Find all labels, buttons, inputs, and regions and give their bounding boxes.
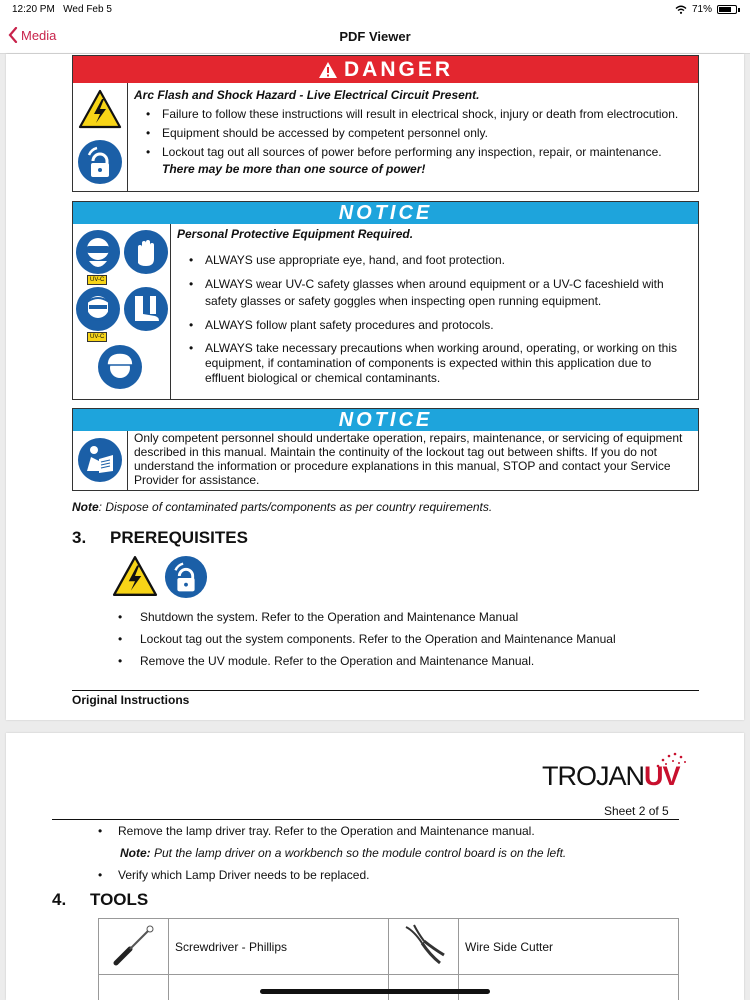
lockout-icon bbox=[77, 139, 123, 185]
notice-personnel-box bbox=[72, 408, 699, 491]
tool-image-cell bbox=[99, 919, 169, 975]
list-item: • Lockout tag out the system components. Refer to the Operation and Maintenance Manual bbox=[112, 632, 616, 654]
sheet-number: Sheet 2 of 5 bbox=[604, 804, 669, 818]
battery-icon bbox=[717, 5, 737, 14]
list-item: • ALWAYS take necessary precautions when working around, operating, or working on this equipment, if contamination of components is expected within this application due to effluent biological or chemical contaminants. bbox=[177, 341, 692, 386]
section-number: 3. bbox=[72, 528, 87, 547]
danger-emphasis: There may be more than one source of power! bbox=[162, 162, 426, 176]
battery-percent: 71% bbox=[691, 4, 712, 15]
uvc-tag: UV-C bbox=[87, 275, 107, 285]
footer-text: Original Instructions bbox=[72, 693, 190, 707]
status-bar bbox=[0, 0, 750, 20]
prereq-icons bbox=[112, 555, 208, 599]
disposal-note: Note: Dispose of contaminated parts/components as per country requirements. bbox=[72, 500, 493, 514]
tools-table bbox=[98, 918, 679, 1000]
section-number: 4. bbox=[52, 890, 67, 909]
list-item: • Equipment should be accessed by competent personnel only. bbox=[134, 125, 678, 142]
wifi-icon bbox=[675, 5, 687, 14]
head-protection-icon bbox=[97, 344, 143, 390]
lockout-icon bbox=[164, 555, 208, 599]
status-right bbox=[675, 4, 740, 15]
procedure-list bbox=[52, 824, 566, 890]
pdf-page-1[interactable] bbox=[6, 54, 744, 720]
danger-box bbox=[72, 55, 699, 192]
ppe-text bbox=[171, 224, 698, 399]
procedure-note: Note: Put the lamp driver on a workbench so the module control board is on the left. bbox=[120, 846, 567, 860]
notice2-text: Only competent personnel should undertake operation, repairs, maintenance, or servicing of equipment described in this manual. Maintain the continuity of the lockout tag out between shifts. If you do not understand the information or procedure explanations in this manual, STOP and contact your Service Provider for assistance. bbox=[134, 431, 683, 487]
tool-name: Screwdriver - Phillips bbox=[169, 919, 389, 975]
electrical-hazard-icon bbox=[112, 555, 158, 597]
ppe-lead: Personal Protective Equipment Required. bbox=[177, 227, 414, 241]
list-item: • Verify which Lamp Driver needs to be replaced. bbox=[52, 868, 566, 890]
list-item: • Remove the lamp driver tray. Refer to the Operation and Maintenance manual. bbox=[52, 824, 566, 846]
hand-protection-icon bbox=[123, 229, 169, 275]
notice2-icon-col bbox=[73, 431, 128, 490]
tool-name: Wire Side Cutter bbox=[459, 919, 679, 975]
ppe-bullets bbox=[177, 252, 692, 386]
footer-divider bbox=[72, 690, 699, 691]
list-item: • ALWAYS follow plant safety procedures and protocols. bbox=[177, 317, 692, 334]
danger-bullets bbox=[134, 106, 678, 178]
nav-bar bbox=[0, 20, 750, 54]
notice-banner: NOTICE bbox=[73, 202, 698, 224]
eye-protection-icon bbox=[75, 229, 121, 275]
danger-banner: DANGER bbox=[73, 56, 698, 83]
uvc-tag: UV-C bbox=[87, 332, 107, 342]
header-divider bbox=[52, 819, 679, 820]
pdf-page-2[interactable] bbox=[6, 733, 744, 1000]
nav-title: PDF Viewer bbox=[339, 29, 411, 44]
ppe-icons bbox=[73, 224, 171, 399]
screwdriver-icon bbox=[110, 921, 158, 969]
electrical-hazard-icon bbox=[78, 89, 122, 129]
table-row bbox=[99, 975, 679, 1000]
table-row bbox=[99, 919, 679, 975]
warning-triangle-icon bbox=[318, 61, 338, 79]
danger-icons bbox=[73, 83, 128, 191]
notice-ppe-box bbox=[72, 201, 699, 400]
read-manual-icon bbox=[77, 437, 123, 483]
list-item: • ALWAYS wear UV-C safety glasses when around equipment or a UV-C faceshield with safety glasses or safety goggles when inspecting open running equipment. bbox=[177, 276, 692, 310]
section-title: PREREQUISITES bbox=[110, 528, 248, 547]
list-item: • Shutdown the system. Refer to the Operation and Maintenance Manual bbox=[112, 610, 616, 632]
foot-protection-icon bbox=[123, 286, 169, 332]
danger-text bbox=[128, 83, 684, 191]
back-label: Media bbox=[21, 27, 57, 43]
tool-image-cell bbox=[389, 919, 459, 975]
trojan-uv-logo: TROJANUV bbox=[542, 761, 680, 791]
wire-cutter-icon bbox=[400, 921, 448, 969]
section-title: TOOLS bbox=[90, 890, 149, 909]
prereq-list bbox=[112, 610, 616, 676]
list-item: • Lockout tag out all sources of power before performing any inspection, repair, or maintenance. There may be more than one source of power! bbox=[134, 144, 678, 178]
list-item: • ALWAYS use appropriate eye, hand, and foot protection. bbox=[177, 252, 692, 269]
home-indicator[interactable] bbox=[260, 989, 490, 994]
notice-banner: NOTICE bbox=[73, 409, 698, 431]
danger-lead: Arc Flash and Shock Hazard - Live Electrical Circuit Present. bbox=[134, 88, 480, 102]
face-shield-icon bbox=[75, 286, 121, 332]
list-item: • Failure to follow these instructions will result in electrical shock, injury or death from electrocution. bbox=[134, 106, 678, 123]
list-item: • Remove the UV module. Refer to the Operation and Maintenance Manual. bbox=[112, 654, 616, 676]
status-time: 12:20 PM Wed Feb 5 bbox=[12, 4, 112, 15]
